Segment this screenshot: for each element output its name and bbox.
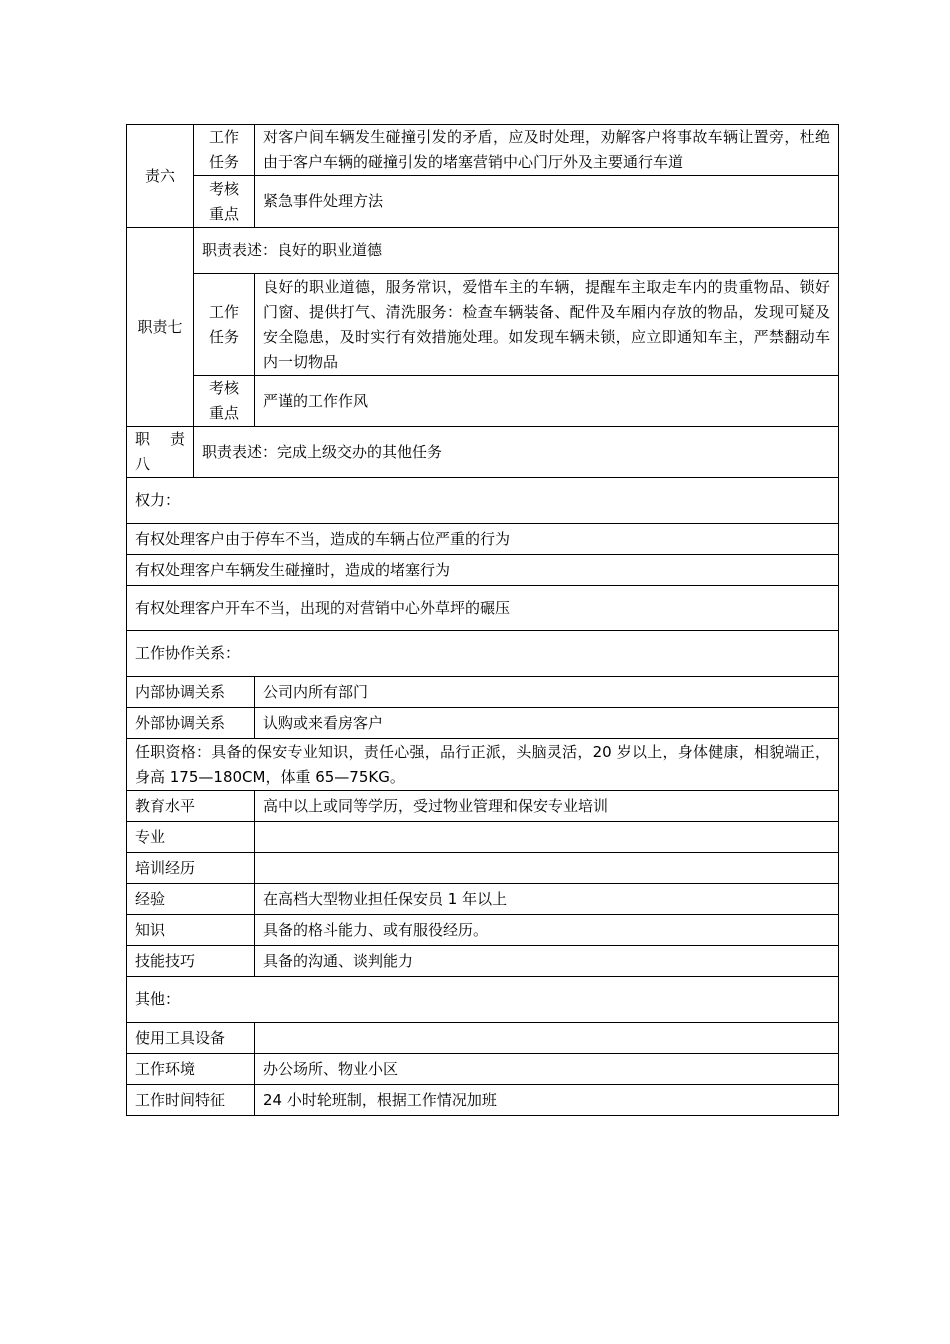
major-row <box>127 822 839 853</box>
relations-internal-row <box>127 677 839 708</box>
education-label: 教育水平 <box>127 791 255 822</box>
qualification-text: 任职资格：具备的保安专业知识，责任心强，品行正派，头脑灵活，20 岁以上，身体健康，相貌端正，身高 175—180CM，体重 65—75KG。 <box>127 739 839 791</box>
relations-external-value: 认购或来看房客户 <box>255 708 839 739</box>
authority-item: 有权处理客户车辆发生碰撞时，造成的堵塞行为 <box>127 555 839 586</box>
authority-item-row <box>127 524 839 555</box>
other-header-row <box>127 977 839 1023</box>
duty8-row <box>127 427 839 478</box>
duty7-task-row <box>127 274 839 376</box>
duty7-statement: 职责表述：良好的职业道德 <box>194 228 839 274</box>
relations-title: 工作协作关系： <box>127 631 839 677</box>
hours-label: 工作时间特征 <box>127 1085 255 1116</box>
experience-label: 经验 <box>127 884 255 915</box>
training-label: 培训经历 <box>127 853 255 884</box>
duty6-focus-text: 紧急事件处理方法 <box>255 176 839 228</box>
skills-value: 具备的沟通、谈判能力 <box>255 946 839 977</box>
training-value <box>255 853 839 884</box>
knowledge-value: 具备的格斗能力、或有服役经历。 <box>255 915 839 946</box>
experience-row <box>127 884 839 915</box>
job-description-table <box>126 124 839 1116</box>
authority-title: 权力： <box>127 478 839 524</box>
environment-row <box>127 1054 839 1085</box>
duty7-label: 职责七 <box>127 228 194 427</box>
duty6-task-text: 对客户间车辆发生碰撞引发的矛盾，应及时处理，劝解客户将事故车辆让置旁，杜绝由于客户车辆的碰撞引发的堵塞营销中心门厅外及主要通行车道 <box>255 125 839 176</box>
environment-label: 工作环境 <box>127 1054 255 1085</box>
education-row <box>127 791 839 822</box>
duty8-statement: 职责表述：完成上级交办的其他任务 <box>194 427 839 478</box>
knowledge-label: 知识 <box>127 915 255 946</box>
duty7-task-text: 良好的职业道德，服务常识，爱惜车主的车辆，提醒车主取走车内的贵重物品、锁好门窗、提供打气、清洗服务：检查车辆装备、配件及车厢内存放的物品，发现可疑及安全隐患，及时实行有效措施处理。如发现车辆未锁，应立即通知车主，严禁翻动车内一切物品 <box>255 274 839 376</box>
authority-item: 有权处理客户开车不当，出现的对营销中心外草坪的碾压 <box>127 586 839 631</box>
duty6-focus-row <box>127 176 839 228</box>
other-title: 其他： <box>127 977 839 1023</box>
education-value: 高中以上或同等学历，受过物业管理和保安专业培训 <box>255 791 839 822</box>
major-label: 专业 <box>127 822 255 853</box>
major-value <box>255 822 839 853</box>
tools-row <box>127 1023 839 1054</box>
duty7-focus-label: 考核重点 <box>194 376 255 427</box>
authority-item-row <box>127 555 839 586</box>
duty7-focus-text: 严谨的工作作风 <box>255 376 839 427</box>
duty6-task-label: 工作任务 <box>194 125 255 176</box>
relations-external-label: 外部协调关系 <box>127 708 255 739</box>
duty6-focus-label: 考核重点 <box>194 176 255 228</box>
duty7-statement-row <box>127 228 839 274</box>
skills-row <box>127 946 839 977</box>
relations-internal-value: 公司内所有部门 <box>255 677 839 708</box>
experience-value: 在高档大型物业担任保安员 1 年以上 <box>255 884 839 915</box>
authority-item: 有权处理客户由于停车不当，造成的车辆占位严重的行为 <box>127 524 839 555</box>
authority-item-row <box>127 586 839 631</box>
duty8-label: 职 责 八 <box>127 427 194 478</box>
authority-header-row <box>127 478 839 524</box>
duty6-task-row <box>127 125 839 176</box>
training-row <box>127 853 839 884</box>
relations-internal-label: 内部协调关系 <box>127 677 255 708</box>
tools-value <box>255 1023 839 1054</box>
hours-row <box>127 1085 839 1116</box>
duty6-label: 责六 <box>127 125 194 228</box>
relations-external-row <box>127 708 839 739</box>
qualification-row <box>127 739 839 791</box>
hours-value: 24 小时轮班制，根据工作情况加班 <box>255 1085 839 1116</box>
environment-value: 办公场所、物业小区 <box>255 1054 839 1085</box>
knowledge-row <box>127 915 839 946</box>
relations-header-row <box>127 631 839 677</box>
duty7-focus-row <box>127 376 839 427</box>
skills-label: 技能技巧 <box>127 946 255 977</box>
duty7-task-label: 工作任务 <box>194 274 255 376</box>
tools-label: 使用工具设备 <box>127 1023 255 1054</box>
